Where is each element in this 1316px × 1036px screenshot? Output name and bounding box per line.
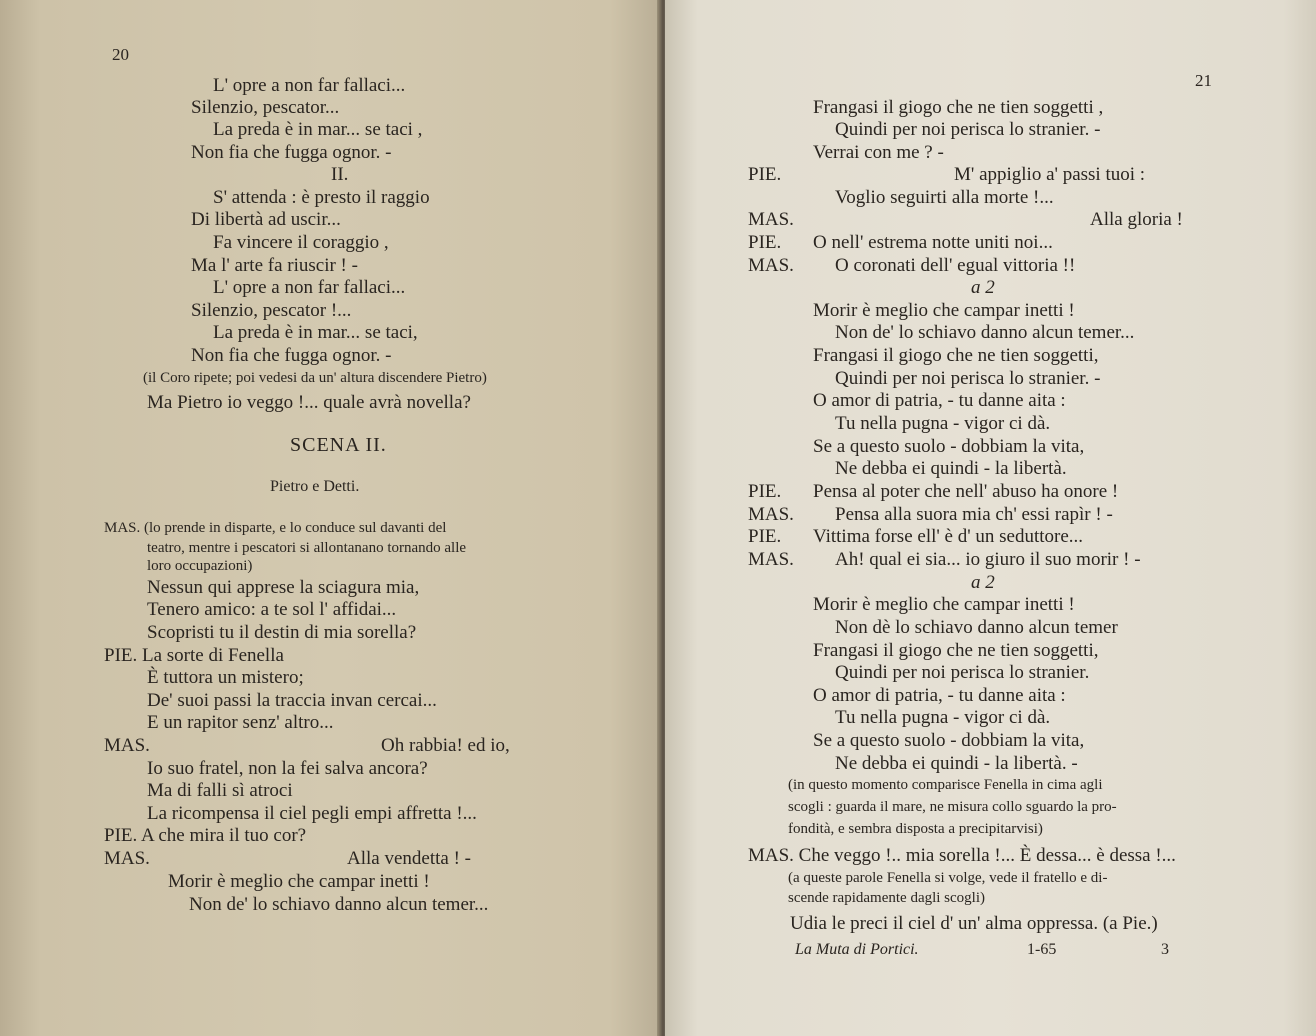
verse-line: Frangasi il giogo che ne tien soggetti,	[813, 345, 1099, 366]
verse-line: Quindi per noi perisca lo stranier.	[835, 662, 1090, 683]
footer-signature: 3	[1161, 941, 1169, 958]
stage-direction: teatro, mentre i pescatori si allontanano tornando alle	[147, 540, 467, 556]
verse-line: Non de' lo schiavo danno alcun temer...	[189, 894, 489, 915]
verse-line: O amor di patria, - tu danne aita :	[813, 390, 1066, 411]
verse-line: Ma Pietro io veggo !... quale avrà novella?	[147, 392, 471, 413]
verse-line: Ne debba ei quindi - la libertà. -	[835, 753, 1078, 774]
verse-line: O amor di patria, - tu danne aita :	[813, 685, 1066, 706]
verse-line: Nessun qui apprese la sciagura mia,	[147, 577, 420, 598]
verse-line: Quindi per noi perisca lo stranier. -	[835, 368, 1101, 389]
speaker-label: MAS.	[748, 255, 794, 276]
verse-line: È tuttora un mistero;	[147, 667, 304, 688]
verse-line: E un rapitor senz' altro...	[147, 712, 334, 733]
verse-line: L' opre a non far fallaci...	[213, 277, 406, 298]
verse-line: Se a questo suolo - dobbiam la vita,	[813, 436, 1085, 457]
verse-line: Pensa alla suora mia ch' essi rapìr ! -	[835, 504, 1113, 525]
verse-line: Udia le preci il ciel d' un' alma oppressa. (a Pie.)	[790, 913, 1158, 934]
speaker-label: MAS.	[104, 735, 150, 756]
scene-title: SCENA II.	[290, 434, 387, 456]
speaker-label: PIE.	[748, 164, 782, 185]
verse-line: Vittima forse ell' è d' un seduttore...	[813, 526, 1084, 547]
verse-line: La ricompensa il ciel pegli empi affretta !...	[147, 803, 477, 824]
footer-title: La Muta di Portici.	[795, 941, 919, 958]
page-number: 20	[112, 45, 129, 64]
speaker-label: PIE.	[748, 526, 782, 547]
speaker-label: MAS.	[748, 549, 794, 570]
speaker-label: MAS.	[104, 848, 150, 869]
verse-line: Pensa al poter che nell' abuso ha onore !	[813, 481, 1119, 502]
verse-line: Tenero amico: a te sol l' affidai...	[147, 599, 397, 620]
verse-line: Tu nella pugna - vigor ci dà.	[835, 707, 1051, 728]
stage-direction: (a queste parole Fenella si volge, vede il fratello e di-	[788, 870, 1108, 886]
verse-line: La preda è in mar... se taci,	[213, 322, 418, 343]
verse-line: MAS. Che veggo !.. mia sorella !... È dessa... è dessa !...	[748, 845, 1176, 866]
verse-line: Scopristi tu il destin di mia sorella?	[147, 622, 417, 643]
stage-direction: MAS. (lo prende in disparte, e lo conduce sul davanti del	[104, 520, 447, 536]
verse-line: PIE. A che mira il tuo cor?	[104, 825, 307, 846]
verse-line: La preda è in mar... se taci ,	[213, 119, 423, 140]
verse-line: Frangasi il giogo che ne tien soggetti ,	[813, 97, 1104, 118]
verse-line: Morir è meglio che campar inetti !	[168, 871, 430, 892]
duet-marker: a 2	[971, 572, 995, 593]
verse-line: Io suo fratel, non la fei salva ancora?	[147, 758, 428, 779]
verse-line: Non fia che fugga ognor. -	[191, 142, 392, 163]
verse-line: O coronati dell' egual vittoria !!	[835, 255, 1076, 276]
verse-line: Ma l' arte fa riuscir ! -	[191, 255, 358, 276]
verse-line: L' opre a non far fallaci...	[213, 75, 406, 96]
verse-line: Ma di falli sì atroci	[147, 780, 293, 801]
scene-characters: Pietro e Detti.	[270, 478, 360, 495]
verse-line: Alla gloria !	[1090, 209, 1183, 230]
verse-line: M' appiglio a' passi tuoi :	[954, 164, 1146, 185]
verse-line: Quindi per noi perisca lo stranier. -	[835, 119, 1101, 140]
verse-line: Silenzio, pescator !...	[191, 300, 352, 321]
right-page	[665, 0, 1316, 1036]
verse-line: Alla vendetta ! -	[347, 848, 471, 869]
stanza-number: II.	[331, 164, 349, 185]
page-number: 21	[1195, 71, 1212, 90]
stage-direction: scende rapidamente dagli scogli)	[788, 890, 986, 906]
verse-line: Morir è meglio che campar inetti !	[813, 300, 1075, 321]
verse-line: Verrai con me ? -	[813, 142, 944, 163]
verse-line: O nell' estrema notte uniti noi...	[813, 232, 1053, 253]
verse-line: Non dè lo schiavo danno alcun temer	[835, 617, 1118, 638]
stage-direction: fondità, e sembra disposta a precipitarvisi)	[788, 821, 1043, 837]
speaker-label: PIE.	[748, 232, 782, 253]
duet-marker: a 2	[971, 277, 995, 298]
speaker-label: PIE.	[748, 481, 782, 502]
footer-code: 1-65	[1027, 941, 1057, 958]
verse-line: Oh rabbia! ed io,	[381, 735, 510, 756]
verse-line: Non fia che fugga ognor. -	[191, 345, 392, 366]
verse-line: Se a questo suolo - dobbiam la vita,	[813, 730, 1085, 751]
verse-line: Fa vincere il coraggio ,	[213, 232, 389, 253]
verse-line: Ne debba ei quindi - la libertà.	[835, 458, 1067, 479]
verse-line: Tu nella pugna - vigor ci dà.	[835, 413, 1051, 434]
stage-direction: (in questo momento comparisce Fenella in cima agli	[788, 777, 1103, 793]
verse-line: De' suoi passi la traccia invan cercai...	[147, 690, 437, 711]
stage-direction: (il Coro ripete; poi vedesi da un' altura discendere Pietro)	[143, 370, 487, 386]
verse-line: Non de' lo schiavo danno alcun temer...	[835, 322, 1135, 343]
verse-line: Morir è meglio che campar inetti !	[813, 594, 1075, 615]
verse-line: Silenzio, pescator...	[191, 97, 340, 118]
verse-line: Di libertà ad uscir...	[191, 209, 341, 230]
verse-line: S' attenda : è presto il raggio	[213, 187, 430, 208]
speaker-label: MAS.	[748, 209, 794, 230]
verse-line: PIE. La sorte di Fenella	[104, 645, 284, 666]
verse-line: Frangasi il giogo che ne tien soggetti,	[813, 640, 1099, 661]
verse-line: Voglio seguirti alla morte !...	[835, 187, 1054, 208]
verse-line: Ah! qual ei sia... io giuro il suo morir ! -	[835, 549, 1141, 570]
speaker-label: MAS.	[748, 504, 794, 525]
stage-direction: scogli : guarda il mare, ne misura collo sguardo la pro-	[788, 799, 1117, 815]
stage-direction: loro occupazioni)	[147, 558, 253, 574]
